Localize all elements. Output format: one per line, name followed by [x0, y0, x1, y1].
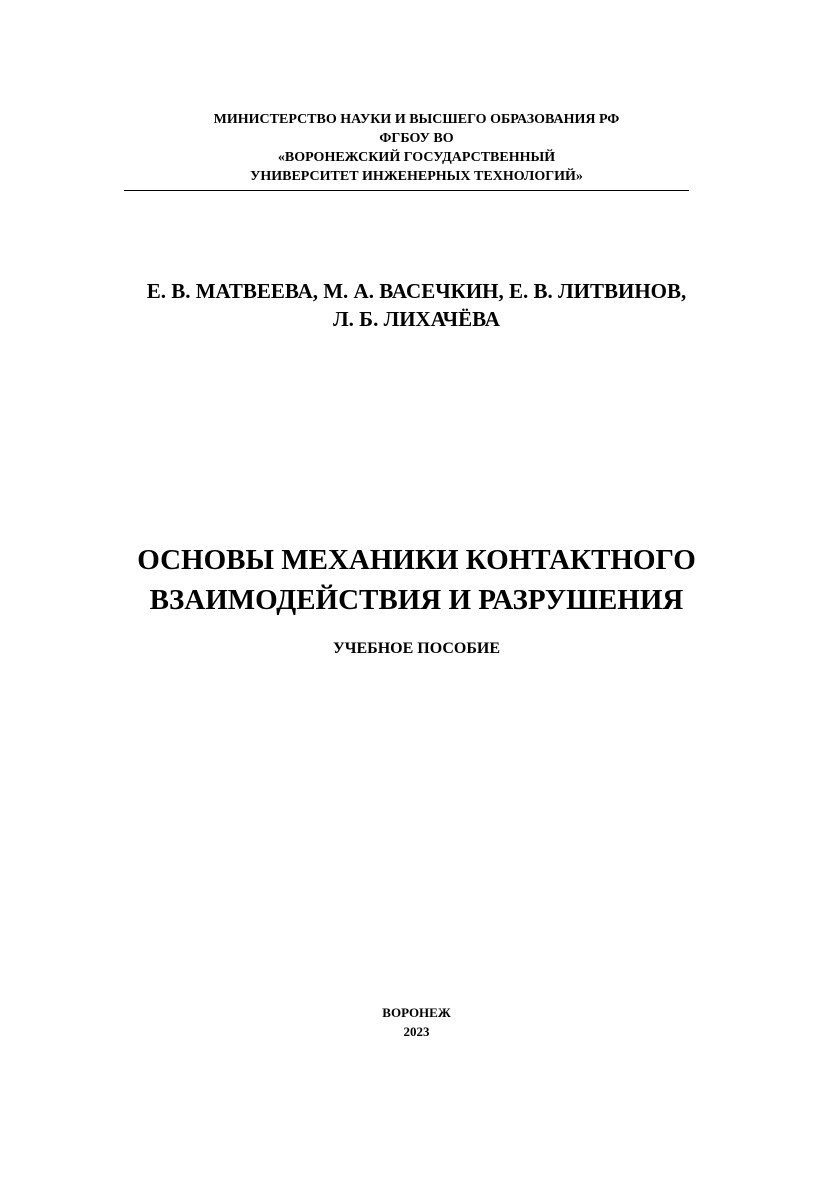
publication-city: ВОРОНЕЖ — [382, 1005, 451, 1020]
header-divider — [124, 190, 689, 191]
authors-line-1: Е. В. МАТВЕЕВА, М. А. ВАСЕЧКИН, Е. В. ЛИТВИНОВ, — [146, 279, 687, 303]
book-title-line-1: ОСНОВЫ МЕХАНИКИ КОНТАКТНОГО — [137, 544, 696, 576]
imprint-footer — [0, 1003, 833, 1041]
institution-header — [0, 110, 833, 186]
institution-type: ФГБОУ ВО — [379, 131, 454, 146]
authors-line-2: Л. Б. ЛИХАЧЁВА — [333, 307, 500, 331]
university-name-line-1: «ВОРОНЕЖСКИЙ ГОСУДАРСТВЕННЫЙ — [277, 150, 556, 165]
university-name-line-2: УНИВЕРСИТЕТ ИНЖЕНЕРНЫХ ТЕХНОЛОГИЙ» — [250, 169, 583, 184]
book-title — [0, 540, 833, 620]
publication-year: 2023 — [403, 1024, 430, 1039]
ministry-name: МИНИСТЕРСТВО НАУКИ И ВЫСШЕГО ОБРАЗОВАНИЯ РФ — [213, 112, 620, 127]
authors-block — [0, 277, 833, 333]
book-title-line-2: ВЗАИМОДЕЙСТВИЯ И РАЗРУШЕНИЯ — [149, 584, 684, 616]
publication-type: УЧЕБНОЕ ПОСОБИЕ — [332, 640, 501, 657]
